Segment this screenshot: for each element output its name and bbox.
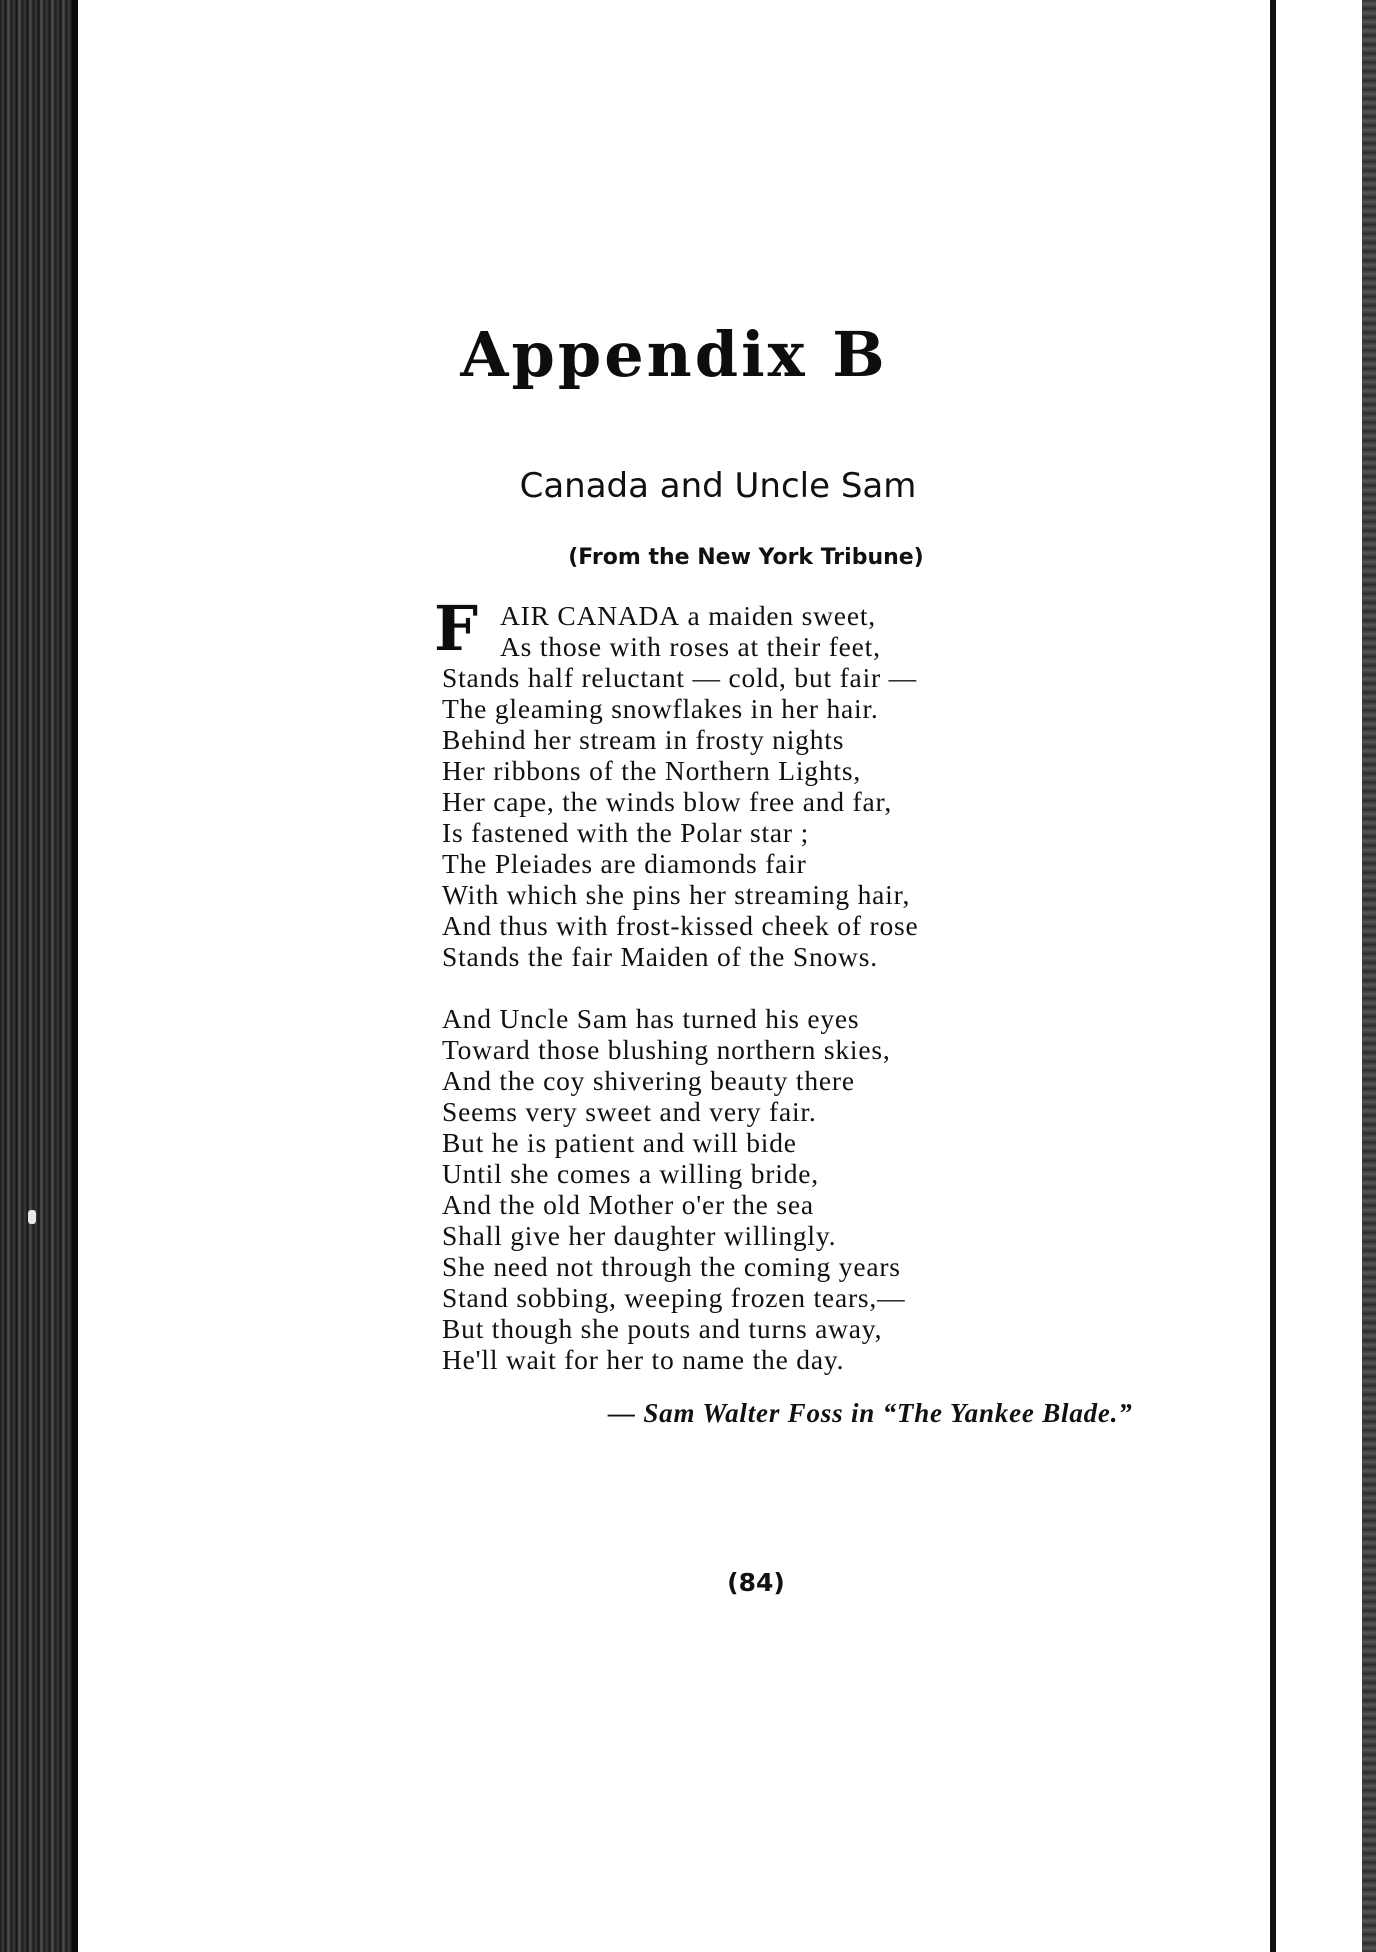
poem-line: And the old Mother o'er the sea: [442, 1189, 814, 1220]
binding-mark: [28, 1210, 36, 1224]
poem-body: [434, 592, 1182, 1406]
poem-line: As those with roses at their feet,: [500, 631, 881, 662]
poem-line: Behind her stream in frosty nights: [442, 724, 845, 755]
poem-line: And Uncle Sam has turned his eyes: [442, 1003, 860, 1034]
poem-source: (From the New York Tribune): [568, 545, 924, 570]
attribution: — Sam Walter Foss in “The Yankee Blade.”: [608, 1398, 1133, 1428]
poem-line: The Pleiades are diamonds fair: [442, 848, 807, 879]
appendix-heading: Appendix B: [460, 318, 888, 391]
poem-line: But he is patient and will bide: [442, 1127, 797, 1158]
page-number: (84): [727, 1568, 785, 1597]
book-page: [78, 0, 1270, 1952]
drop-cap: F: [434, 592, 479, 665]
poem-line: With which she pins her streaming hair,: [442, 879, 911, 910]
adjacent-page-edge: [1270, 0, 1376, 1952]
poem-line: He'll wait for her to name the day.: [442, 1344, 845, 1375]
poem-line: Toward those blushing northern skies,: [442, 1034, 891, 1065]
poem-line: Until she comes a willing bride,: [442, 1158, 819, 1189]
page-edge-shadow: [1362, 0, 1376, 1952]
poem-line: Stand sobbing, weeping frozen tears,—: [442, 1282, 906, 1313]
poem-line: But though she pouts and turns away,: [442, 1313, 883, 1344]
poem-line: Shall give her daughter willingly.: [442, 1220, 837, 1251]
poem-line: And the coy shivering beauty there: [442, 1065, 855, 1096]
poem-line: And thus with frost-kissed cheek of rose: [442, 910, 919, 941]
poem-line: Stands the fair Maiden of the Snows.: [442, 941, 878, 972]
poem-line: The gleaming snowflakes in her hair.: [442, 693, 879, 724]
stanza-2: [442, 1003, 1182, 1375]
poem-line: Her cape, the winds blow free and far,: [442, 786, 893, 817]
stanza-1: [434, 592, 1182, 972]
book-binding: [0, 0, 78, 1952]
poem-title: Canada and Uncle Sam: [519, 466, 917, 506]
poem-line: Her ribbons of the Northern Lights,: [442, 755, 862, 786]
first-line-rest: a maiden sweet,: [679, 600, 876, 631]
poem-line: Stands half reluctant — cold, but fair —: [442, 662, 917, 693]
poem-line: Seems very sweet and very fair.: [442, 1096, 817, 1127]
poem-line: She need not through the coming years: [442, 1251, 901, 1282]
poem-line: Is fastened with the Polar star ;: [442, 817, 810, 848]
first-line-smallcaps: AIR CANADA: [500, 600, 680, 631]
